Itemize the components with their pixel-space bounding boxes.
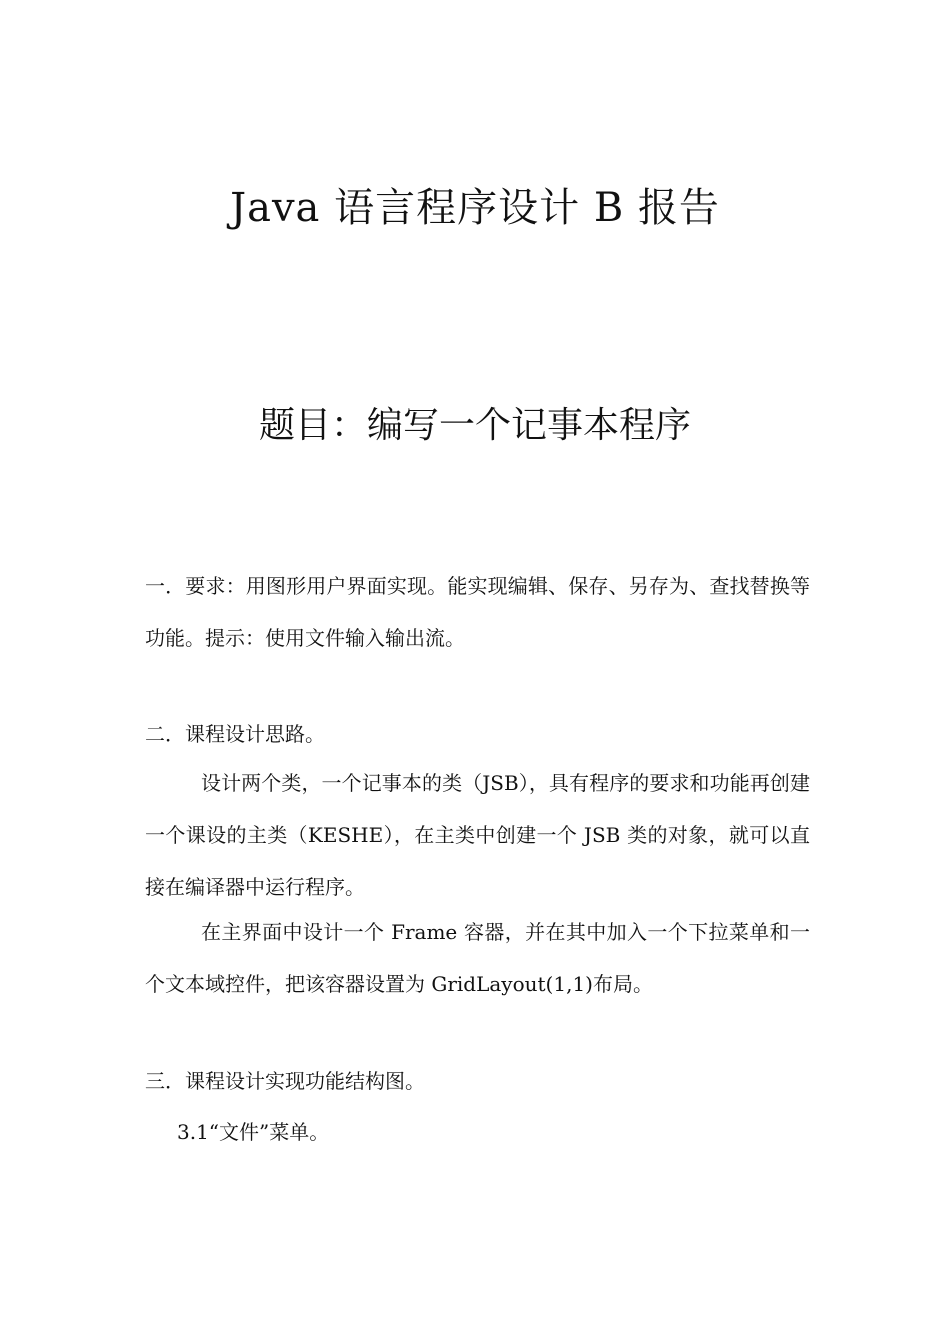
paragraph-design-frame: 在主界面中设计一个 Frame 容器，并在其中加入一个下拉菜单和一个文本域控件，把该容器设置为 GridLayout(1,1)布局。	[145, 920, 810, 996]
heading-design-ideas: 二．课程设计思路。	[145, 722, 325, 746]
report-title: Java 语言程序设计 B 报告	[230, 185, 720, 231]
report-topic: 题目：编写一个记事本程序	[258, 405, 691, 446]
paragraph-design-classes: 设计两个类，一个记事本的类（JSB），具有程序的要求和功能再创建一个课设的主类（KESHE），在主类中创建一个 JSB 类的对象，就可以直接在编译器中运行程序。	[145, 771, 810, 899]
subheading-file-menu: 3.1“文件”菜单。	[177, 1120, 330, 1144]
paragraph-requirements: 一．要求：用图形用户界面实现。能实现编辑、保存、另存为、查找替换等功能。提示：使用文件输入输出流。	[145, 574, 810, 650]
heading-structure-diagram: 三．课程设计实现功能结构图。	[145, 1069, 425, 1093]
